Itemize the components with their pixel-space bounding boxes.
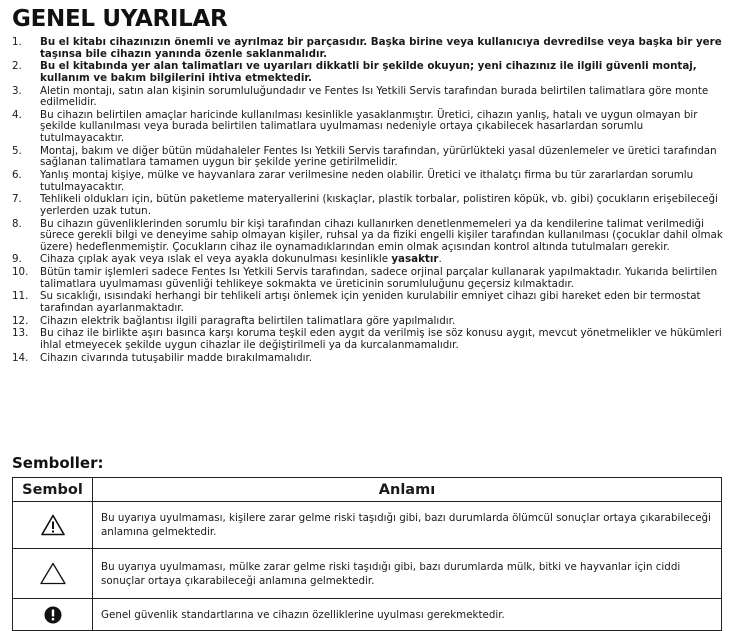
item-text: Bu el kitabı cihazınızın önemli ve ayrılmaz bir parçasıdır. Başka birine veya kullanıcıya devredilse veya başka bir yere taşınsa bile cihazın yanında özenle saklanmalıdır. [40, 36, 722, 60]
warning-item [12, 353, 728, 365]
item-number: 14. [12, 351, 29, 364]
item-number: 10. [12, 266, 29, 279]
warning-item [12, 219, 728, 254]
exclamation-circle-icon [44, 606, 62, 624]
row-meaning: Genel güvenlik standartlarına ve cihazın özelliklerine uyulması gerekmektedir. [93, 599, 722, 631]
warning-exclamation-triangle-icon [41, 514, 65, 536]
item-text-part: Cihaza çıplak ayak veya ıslak el veya ayakla dokunulması kesinlikle [40, 253, 392, 266]
warning-item [12, 37, 728, 60]
warning-item [12, 316, 728, 328]
symbols-table [12, 477, 722, 631]
row-meaning: Bu uyarıya uyulmaması, mülke zarar gelme riski taşıdığı gibi, bazı durumlarda mülk, bitki ve hayvanlar için ciddi sonuçlar ortaya çıkarabileceği anlamına gelmektedir. [93, 549, 722, 599]
item-number: 6. [12, 168, 22, 181]
column-header-symbol: Sembol [13, 478, 93, 502]
item-number: 7. [12, 193, 22, 206]
item-text: Aletin montajı, satın alan kişinin sorumluluğundadır ve Fentes Isı Yetkili Servis tarafından burada belirtilen talimatlara göre monte edilmelidir. [40, 84, 709, 109]
item-text: Tehlikeli oldukları için, bütün paketleme materyallerini (kıskaçlar, plastik torbalar, polistiren köpük, vb. gibi) çocukların erişebileceği yerlerden uzak tutun. [40, 193, 718, 217]
warning-item [12, 254, 728, 266]
page-title: GENEL UYARILAR [12, 6, 228, 32]
symbols-heading: Semboller: [12, 454, 104, 472]
warning-item [12, 170, 728, 193]
item-number: 1. [12, 36, 22, 48]
item-number: 12. [12, 314, 29, 327]
item-number: 5. [12, 144, 22, 157]
table-row [13, 502, 722, 549]
item-text: Bu cihazın belirtilen amaçlar haricinde kullanılması kesinlikle yasaklanmıştır. Üretici, cihazın yanlış, hatalı ve uygun olmayan bir şekilde kullanılması veya burada belirtilen talimatlara uyulmaması nedeniyle ortaya çıkabilecek hasarlardan sorumlu tutulmayacaktır. [40, 108, 698, 144]
item-text: Cihazın civarında tutuşabilir madde bırakılmamalıdır. [40, 351, 313, 364]
item-text: Bu cihazın güvenliklerinden sorumlu bir kişi tarafından cihazı kullanırken denetlenmemeleri ya da kendilerine talimat verilmediği sürece gerekli bilgi ve deneyime sahip olmayan kişiler, ruhsal ya da fiziki engelli kişiler tarafından kullanılması (çocuklar dahil olmak üzere) hedeflenmemiştir. Çocukların cihaz ile oynamadıklarından emin olmak açısından kontrol altında tutulmaları gerekir. [40, 217, 723, 253]
item-number: 3. [12, 84, 22, 97]
warning-item [12, 86, 728, 109]
item-text: Yanlış montaj kişiye, mülke ve hayvanlara zarar verilmesine neden olabilir. Üretici ve ithalatçı firma bu tür zararlardan sorumlu tutulmayacaktır. [40, 168, 694, 193]
item-text: Bu el kitabında yer alan talimatları ve uyarıları dikkatli bir şekilde okuyun; yeni cihazınız ile ilgili güvenli montaj, kullanım ve bakım bilgilerini ihtiva etmektedir. [40, 60, 697, 84]
item-text [40, 254, 728, 266]
warning-item [12, 61, 728, 84]
empty-triangle-icon [40, 562, 66, 585]
table-row [13, 549, 722, 599]
item-number: 4. [12, 108, 22, 121]
emphasis-yasaktir: yasaktır [391, 253, 439, 266]
warnings-list [12, 37, 728, 365]
item-text: Bu cihaz ile birlikte aşırı basınca karşı koruma teşkil eden aygıt da verilmiş ise söz konusu aygıt, mevcut yönetmelikler ve hükümleri ihlal etmeyecek şekilde uygun cihazlar ile değiştirilmeli ya da kurcalanmamalıdır. [40, 327, 722, 351]
column-header-meaning: Anlamı [93, 478, 722, 502]
item-number: 2. [12, 60, 22, 73]
item-text: Bütün tamir işlemleri sadece Fentes Isı Yetkili Servis tarafından, sadece orjinal parçalar kullanarak yapılmaktadır. Yukarıda belirtilen talimatlara uyulmaması güvenliği tehlikeye sokmakta ve üreticinin sorumluluğunu geçersiz kılmaktadır. [40, 266, 718, 290]
item-number: 8. [12, 217, 22, 230]
item-text: Cihazın elektrik bağlantısı ilgili paragrafta belirtilen talimatlara göre yapılmalıdır. [40, 314, 456, 327]
table-header-row [13, 478, 722, 502]
item-number: 9. [12, 253, 22, 266]
table-row [13, 599, 722, 631]
warning-item [12, 110, 728, 145]
row-meaning: Bu uyarıya uyulmaması, kişilere zarar gelme riski taşıdığı gibi, bazı durumlarda ölümcül sonuçlar ortaya çıkarabileceği anlamına gelmektedir. [93, 502, 722, 549]
warning-item [12, 328, 728, 351]
item-number: 11. [12, 290, 29, 303]
warning-item [12, 291, 728, 314]
warning-item [12, 267, 728, 290]
item-text-end: . [438, 253, 442, 266]
warning-item [12, 194, 728, 217]
item-text: Su sıcaklığı, ısısındaki herhangi bir tehlikeli artışı önlemek için yeniden kurulabilir emniyet cihazı gibi hareket eden bir termostat tarafından ayarlanmaktadır. [40, 290, 701, 314]
item-text: Montaj, bakım ve diğer bütün müdahaleler Fentes Isı Yetkili Servis tarafından, yürürlükteki yasal düzenlemeler ve üretici tarafından sağlanan talimatlara tamamen uygun bir şekilde yerine getirilmelidir. [40, 144, 717, 169]
warning-item [12, 146, 728, 169]
item-number: 13. [12, 327, 29, 340]
